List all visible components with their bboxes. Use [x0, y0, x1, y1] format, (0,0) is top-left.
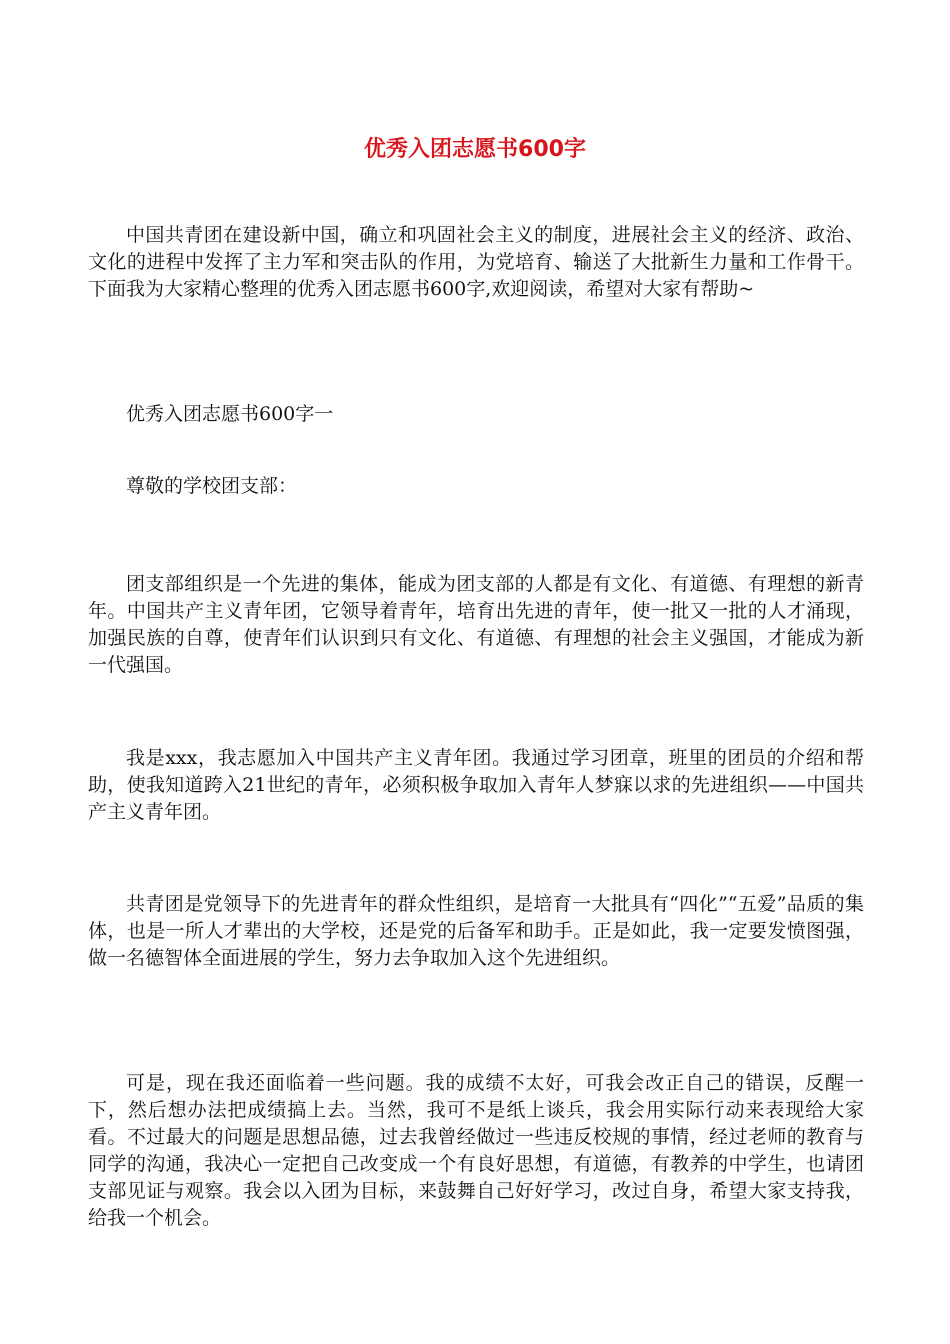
- body-paragraph-3: 共青团是党领导下的先进青年的群众性组织，是培育一大批具有“四化”“五爱”品质的集体，也是一所人才辈出的大学校，还是党的后备军和助手。正是如此，我一定要发愤图强，做一名德智体全面进展的学生，努力去争取加入这个先进组织。: [88, 893, 864, 969]
- document-title: 优秀入团志愿书600字: [364, 137, 586, 162]
- body-paragraph-4: 可是，现在我还面临着一些问题。我的成绩不太好，可我会改正自己的错误，反醒一下，然后想办法把成绩搞上去。当然，我可不是纸上谈兵，我会用实际行动来表现给大家看。不过最大的问题是思想品德，过去我曾经做过一些违反校规的事情，经过老师的教育与同学的沟通，我决心一定把自己改变成一个有良好思想，有道德，有教养的中学生，也请团支部见证与观察。我会以入团为目标，来鼓舞自己好好学习，改过自身，希望大家支持我，给我一个机会。: [88, 1072, 864, 1229]
- body-paragraph-1: 团支部组织是一个先进的集体，能成为团支部的人都是有文化、有道德、有理想的新青年。中国共产主义青年团，它领导着青年，培育出先进的青年，使一批又一批的人才涌现，加强民族的自尊，使青年们认识到只有文化、有道德、有理想的社会主义强国，才能成为新一代强国。: [88, 573, 864, 676]
- intro-paragraph: 中国共青团在建设新中国，确立和巩固社会主义的制度，进展社会主义的经济、政治、文化的进程中发挥了主力军和突击队的作用，为党培育、输送了大批新生力量和工作骨干。下面我为大家精心整理的优秀入团志愿书600字,欢迎阅读，希望对大家有帮助~: [88, 224, 864, 300]
- body-paragraph-2: 我是xxx，我志愿加入中国共产主义青年团。我通过学习团章，班里的团员的介绍和帮助，使我知道跨入21世纪的青年，必须积极争取加入青年人梦寐以求的先进组织——中国共产主义青年团。: [88, 747, 864, 823]
- section-subtitle: 优秀入团志愿书600字一: [126, 403, 334, 425]
- salutation: 尊敬的学校团支部：: [126, 475, 298, 497]
